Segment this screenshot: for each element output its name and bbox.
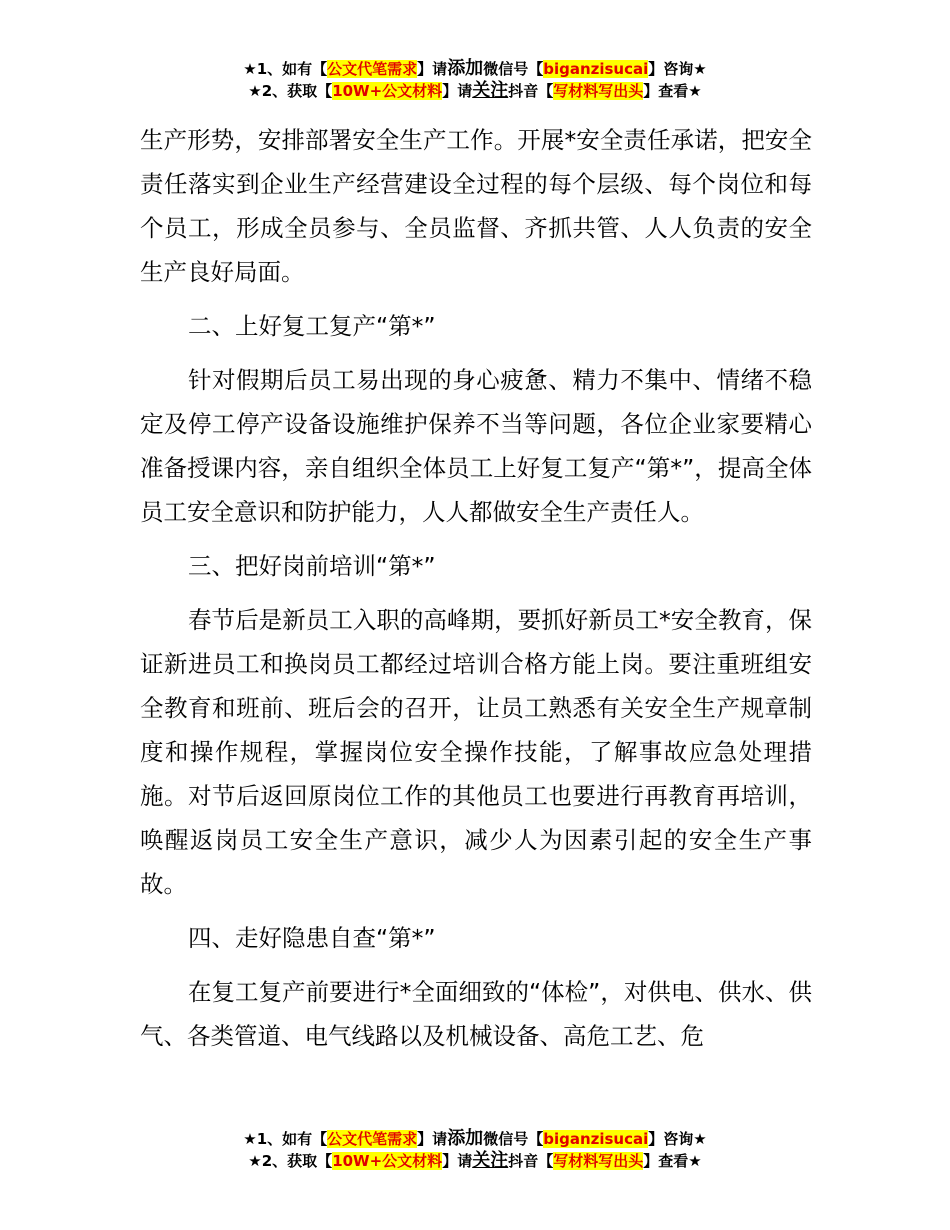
paragraph-2: 针对假期后员工易出现的身心疲惫、精力不集中、情绪不稳定及停工停产设备设施维护保养不当等问题，各位企业家要精心准备授课内容，亲自组织全体员工上好复工复产“第*”，提高全体员工安全意识和防护能力，人人都做安全生产责任人。 [140, 366, 812, 526]
highlight-wechat-id: biganzisucai [543, 1130, 649, 1148]
section-heading-3: 三、把好岗前培训“第*” [188, 552, 436, 580]
section-heading-4: 四、走好隐患自查“第*” [188, 924, 436, 952]
paragraph-1: 生产形势，安排部署安全生产工作。开展*安全责任承诺，把安全责任落实到企业生产经营建设全过程的每个层级、每个岗位和每个员工，形成全员参与、全员监督、齐抓共管、人人负责的安全生产良好局面。 [140, 126, 812, 286]
highlight-ghostwriting: 公文代笔需求 [327, 60, 418, 78]
banner-line-2: ★2、获取【10W+公文材料】请关注抖音【写材料写出头】查看★ [248, 80, 702, 101]
banner-line-1: ★1、如有【公文代笔需求】请添加微信号【biganzisucai】咨询★ [243, 1128, 707, 1149]
highlight-ghostwriting: 公文代笔需求 [327, 1130, 418, 1148]
paragraph-4: 在复工复产前要进行*全面细致的“体检”，对供电、供水、供气、各类管道、电气线路以及机械设备、高危工艺、危 [140, 978, 812, 1050]
highlight-douyin-account: 写材料写出头 [553, 1152, 644, 1170]
paragraph-3: 春节后是新员工入职的高峰期，要抓好新员工*安全教育，保证新进员工和换岗员工都经过培训合格方能上岗。要注重班组安全教育和班前、班后会的召开，让员工熟悉有关安全生产规章制度和操作规程，掌握岗位安全操作技能，了解事故应急处理措施。对节后返回原岗位工作的其他员工也要进行再教育再培训，唤醒返岗员工安全生产意识，减少人为因素引起的安全生产事故。 [140, 606, 812, 898]
section-heading-2: 二、上好复工复产“第*” [188, 312, 436, 340]
highlight-materials: 10W+公文材料 [332, 82, 443, 100]
document-body [140, 118, 812, 1058]
highlight-materials: 10W+公文材料 [332, 1152, 443, 1170]
banner-line-2: ★2、获取【10W+公文材料】请关注抖音【写材料写出头】查看★ [248, 1150, 702, 1171]
highlight-douyin-account: 写材料写出头 [553, 82, 644, 100]
header-banner [0, 58, 950, 102]
highlight-wechat-id: biganzisucai [543, 60, 649, 78]
banner-line-1: ★1、如有【公文代笔需求】请添加微信号【biganzisucai】咨询★ [243, 58, 707, 79]
footer-banner [0, 1128, 950, 1172]
